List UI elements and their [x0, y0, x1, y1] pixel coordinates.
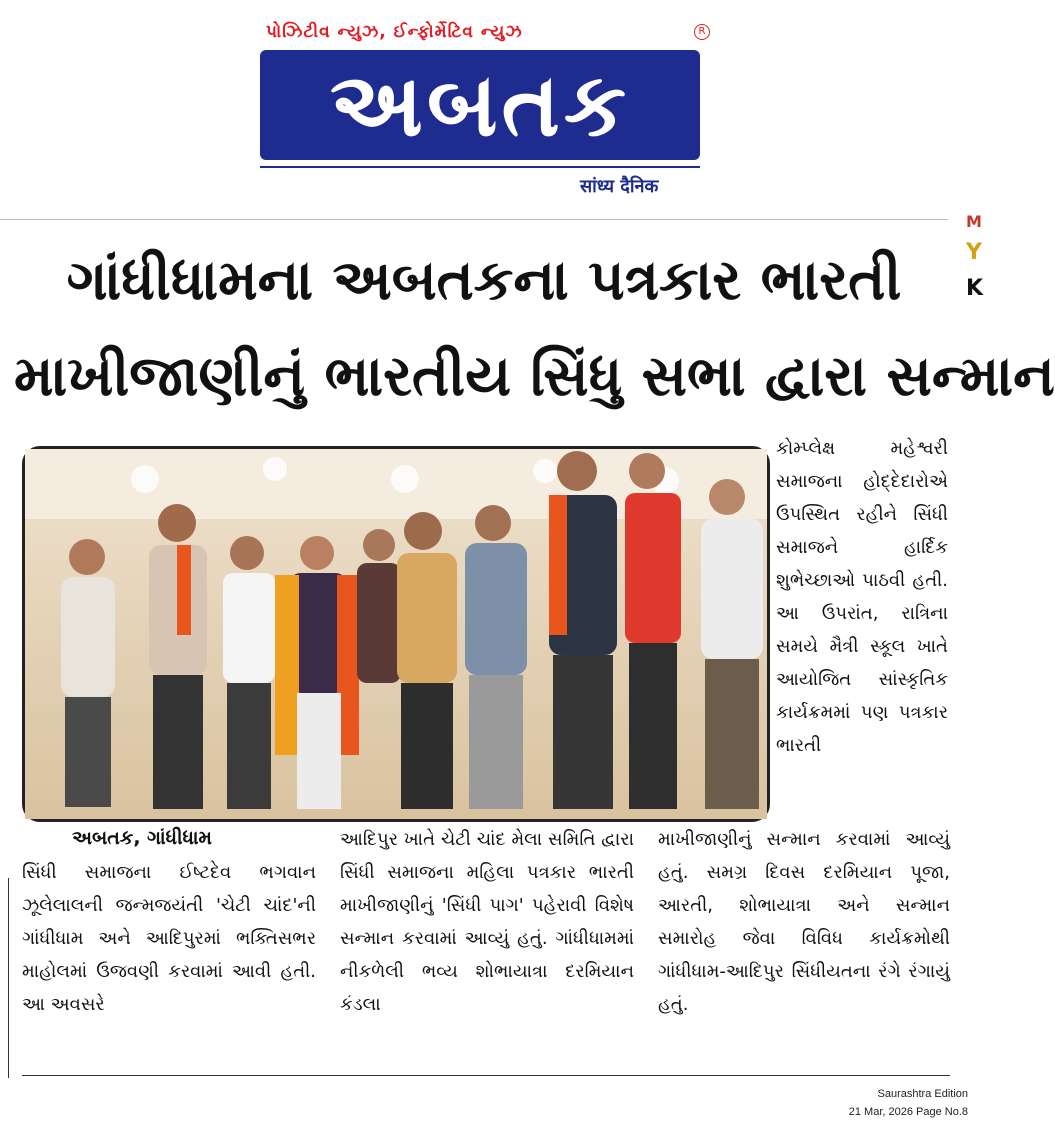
- adjacent-page-clip: [958, 212, 984, 322]
- clip-letter-1: M: [966, 212, 982, 231]
- margin-rule: [8, 878, 9, 1078]
- edition-label: Saurashtra Edition: [877, 1088, 968, 1100]
- event-photo: [22, 446, 770, 822]
- clip-letter-2: Y: [966, 240, 982, 265]
- newspaper-logo: અબતક: [260, 50, 700, 160]
- event-photo-illustration: [25, 449, 767, 819]
- dateline: અબતક, ગાંધીધામ: [72, 827, 212, 849]
- masthead: [260, 14, 720, 210]
- sub-brand: सांध्य दैनिक: [580, 176, 659, 197]
- masthead-divider: [0, 219, 948, 220]
- date-page-label: 21 Mar, 2026 Page No.8: [848, 1106, 968, 1118]
- article-column-2: આદિપુર ખાતે ચેટી ચાંદ મેલા સમિતિ દ્વારા સિંધી સમાજના મહિલા પત્રકાર ભારતી માખીજાણીનું 'સિંધી પાગ' પહેરાવી વિશેષ સન્માન કરવામાં આવ્યું હતું. ગાંધીધામમાં નીકળેલી ભવ્ય શોભાયાત્રા દરમિયાન કંડલા: [340, 829, 634, 1015]
- article-column-1: સિંધી સમાજના ઈષ્ટદેવ ભગવાન ઝૂલેલાલની જન્મજયંતી 'ચેટી ચાંદ'ની ગાંધીધામ અને આદિપુરમાં ભક્તિસભર માહોલમાં ઉજવણી કરવામાં આવી હતી. આ અવસરે: [22, 862, 316, 1015]
- tagline: પોઝિટીવ ન્યુઝ, ઈન્ફોર્મેટિવ ન્યુઝ: [266, 22, 523, 42]
- logo-underline: [260, 166, 700, 168]
- registered-mark: R: [694, 24, 710, 40]
- headline-line-1: ગાંધીધામના અબતકના પત્રકાર ભારતી: [66, 247, 902, 313]
- article-bottom-rule: [22, 1075, 950, 1076]
- clip-letter-3: K: [966, 276, 984, 301]
- article-column-3: માખીજાણીનું સન્માન કરવામાં આવ્યું હતું. સમગ્ર દિવસ દરમિયાન પૂજા, આરતી, શોભાયાત્રા અને સન્માન સમારોહ જેવા વિવિધ કાર્યક્રમોથી ગાંધીધામ-આદિપુર સિંધીયતના રંગે રંગાયું હતું.: [658, 829, 950, 1015]
- article-column-right: કોમ્પ્લેક્ષ મહેશ્વરી સમાજના હોદ્દેદારોએ ઉપસ્થિત રહીને સિંધી સમાજને હાર્દિક શુભેચ્છાઓ પાઠવી હતી. આ ઉપરાંત, રાત્રિના સમયે મૈત્રી સ્કૂલ ખાતે આયોજિત સાંસ્કૃતિક કાર્યક્રમમાં પણ પત્રકાર ભારતી: [776, 438, 948, 756]
- headline-line-2: માખીજાણીનું ભારતીય સિંધુ સભા દ્વારા સન્માન: [14, 343, 1055, 409]
